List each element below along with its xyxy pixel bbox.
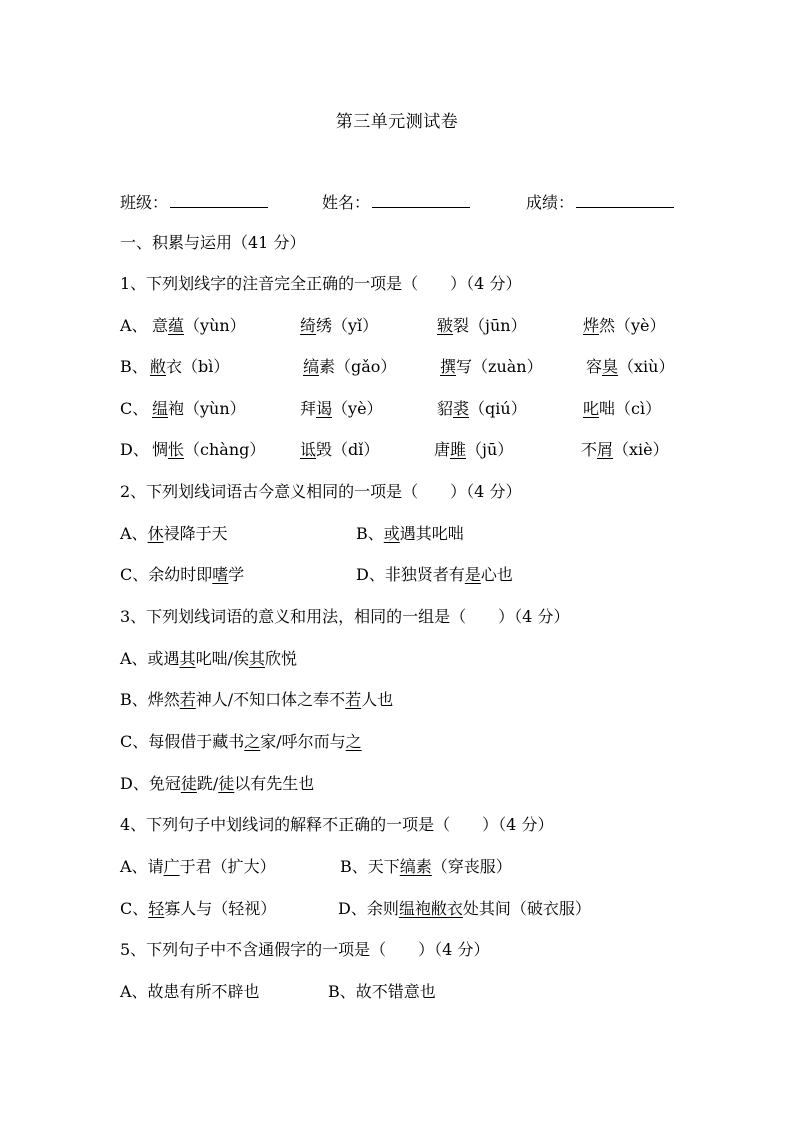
student-info-row — [120, 190, 700, 216]
option-item: 烨然（yè） — [583, 316, 666, 335]
q3-option-b[interactable]: B、烨然若神人/不知口体之奉不若人也 — [120, 690, 394, 709]
option-letter: A、 — [120, 316, 148, 335]
q4-option-a[interactable]: A、请广于君（扩大） — [120, 857, 276, 876]
q2-stem: 2、下列划线词语古今意义相同的一项是（ ）（4 分） — [120, 482, 522, 501]
q4-option-b[interactable]: B、天下缟素（穿丧服） — [340, 857, 512, 876]
q4-option-c[interactable]: C、轻寡人与（轻视） — [120, 899, 277, 918]
q5-option-b[interactable]: B、故不错意也 — [328, 982, 436, 1001]
option-item: 唐雎（jū） — [434, 440, 514, 459]
q3-stem: 3、下列划线词语的意义和用法，相同的一组是（ ）（4 分） — [120, 607, 570, 626]
name-blank[interactable] — [372, 191, 470, 208]
option-letter: D、 — [120, 440, 149, 459]
q3-option-d[interactable]: D、免冠徒跣/徒以有先生也 — [120, 774, 315, 793]
name-label: 姓名： — [322, 193, 371, 212]
q1-stem: 1、下列划线字的注音完全正确的一项是（ ）（4 分） — [120, 274, 522, 293]
option-item: 不屑（xiè） — [581, 440, 669, 459]
class-blank[interactable] — [170, 191, 268, 208]
option-item: 绮绣（yǐ） — [300, 316, 379, 335]
option-item: 皲裂（jūn） — [437, 316, 527, 335]
option-item: 意蕴（yùn） — [152, 316, 246, 335]
q2-option-a[interactable]: A、休祲降于天 — [120, 524, 228, 543]
score-label: 成绩： — [526, 193, 575, 212]
q2-option-c[interactable]: C、余幼时即嗜学 — [120, 565, 245, 584]
q4-stem: 4、下列句子中划线词的解释不正确的一项是（ ）（4 分） — [120, 815, 554, 834]
score-blank[interactable] — [576, 191, 674, 208]
option-item: 惆怅（chàng） — [152, 440, 266, 459]
q5-option-a[interactable]: A、故患有所不辟也 — [120, 982, 260, 1001]
q1-option-c[interactable] — [120, 398, 680, 420]
class-field[interactable] — [120, 190, 268, 213]
name-field[interactable] — [322, 190, 470, 213]
page-title: 第三单元测试卷 — [335, 112, 459, 132]
option-item: 撰写（zuàn） — [440, 357, 543, 376]
q3-option-a[interactable]: A、或遇其叱咄/俟其欣悦 — [120, 649, 298, 668]
q1-option-a[interactable] — [120, 315, 680, 337]
option-item: 容臭（xiù） — [586, 357, 675, 376]
q2-option-b[interactable]: B、或遇其叱咄 — [356, 524, 464, 543]
option-item: 拜谒（yè） — [300, 399, 383, 418]
q1-option-b[interactable] — [120, 356, 680, 378]
score-field[interactable] — [526, 190, 674, 213]
option-item: 缟素（gǎo） — [303, 357, 397, 376]
option-letter: C、 — [120, 399, 149, 418]
section-heading: 一、积累与运用（41 分） — [120, 233, 306, 252]
option-item: 诋毁（dǐ） — [300, 440, 380, 459]
option-letter: B、 — [120, 357, 148, 376]
q5-stem: 5、下列句子中不含通假字的一项是（ ）（4 分） — [120, 940, 490, 959]
class-label: 班级： — [120, 193, 169, 212]
q3-option-c[interactable]: C、每假借于藏书之家/呼尔而与之 — [120, 732, 362, 751]
option-item: 叱咄（cì） — [583, 399, 662, 418]
option-item: 貂裘（qiú） — [437, 399, 527, 418]
q2-option-d[interactable]: D、非独贤者有是心也 — [356, 565, 513, 584]
q1-option-d[interactable] — [120, 439, 680, 461]
option-item: 缊袍（yùn） — [152, 399, 246, 418]
option-item: 敝衣（bì） — [150, 357, 230, 376]
q4-option-d[interactable]: D、余则缊袍敝衣处其间（破衣服） — [338, 899, 591, 918]
